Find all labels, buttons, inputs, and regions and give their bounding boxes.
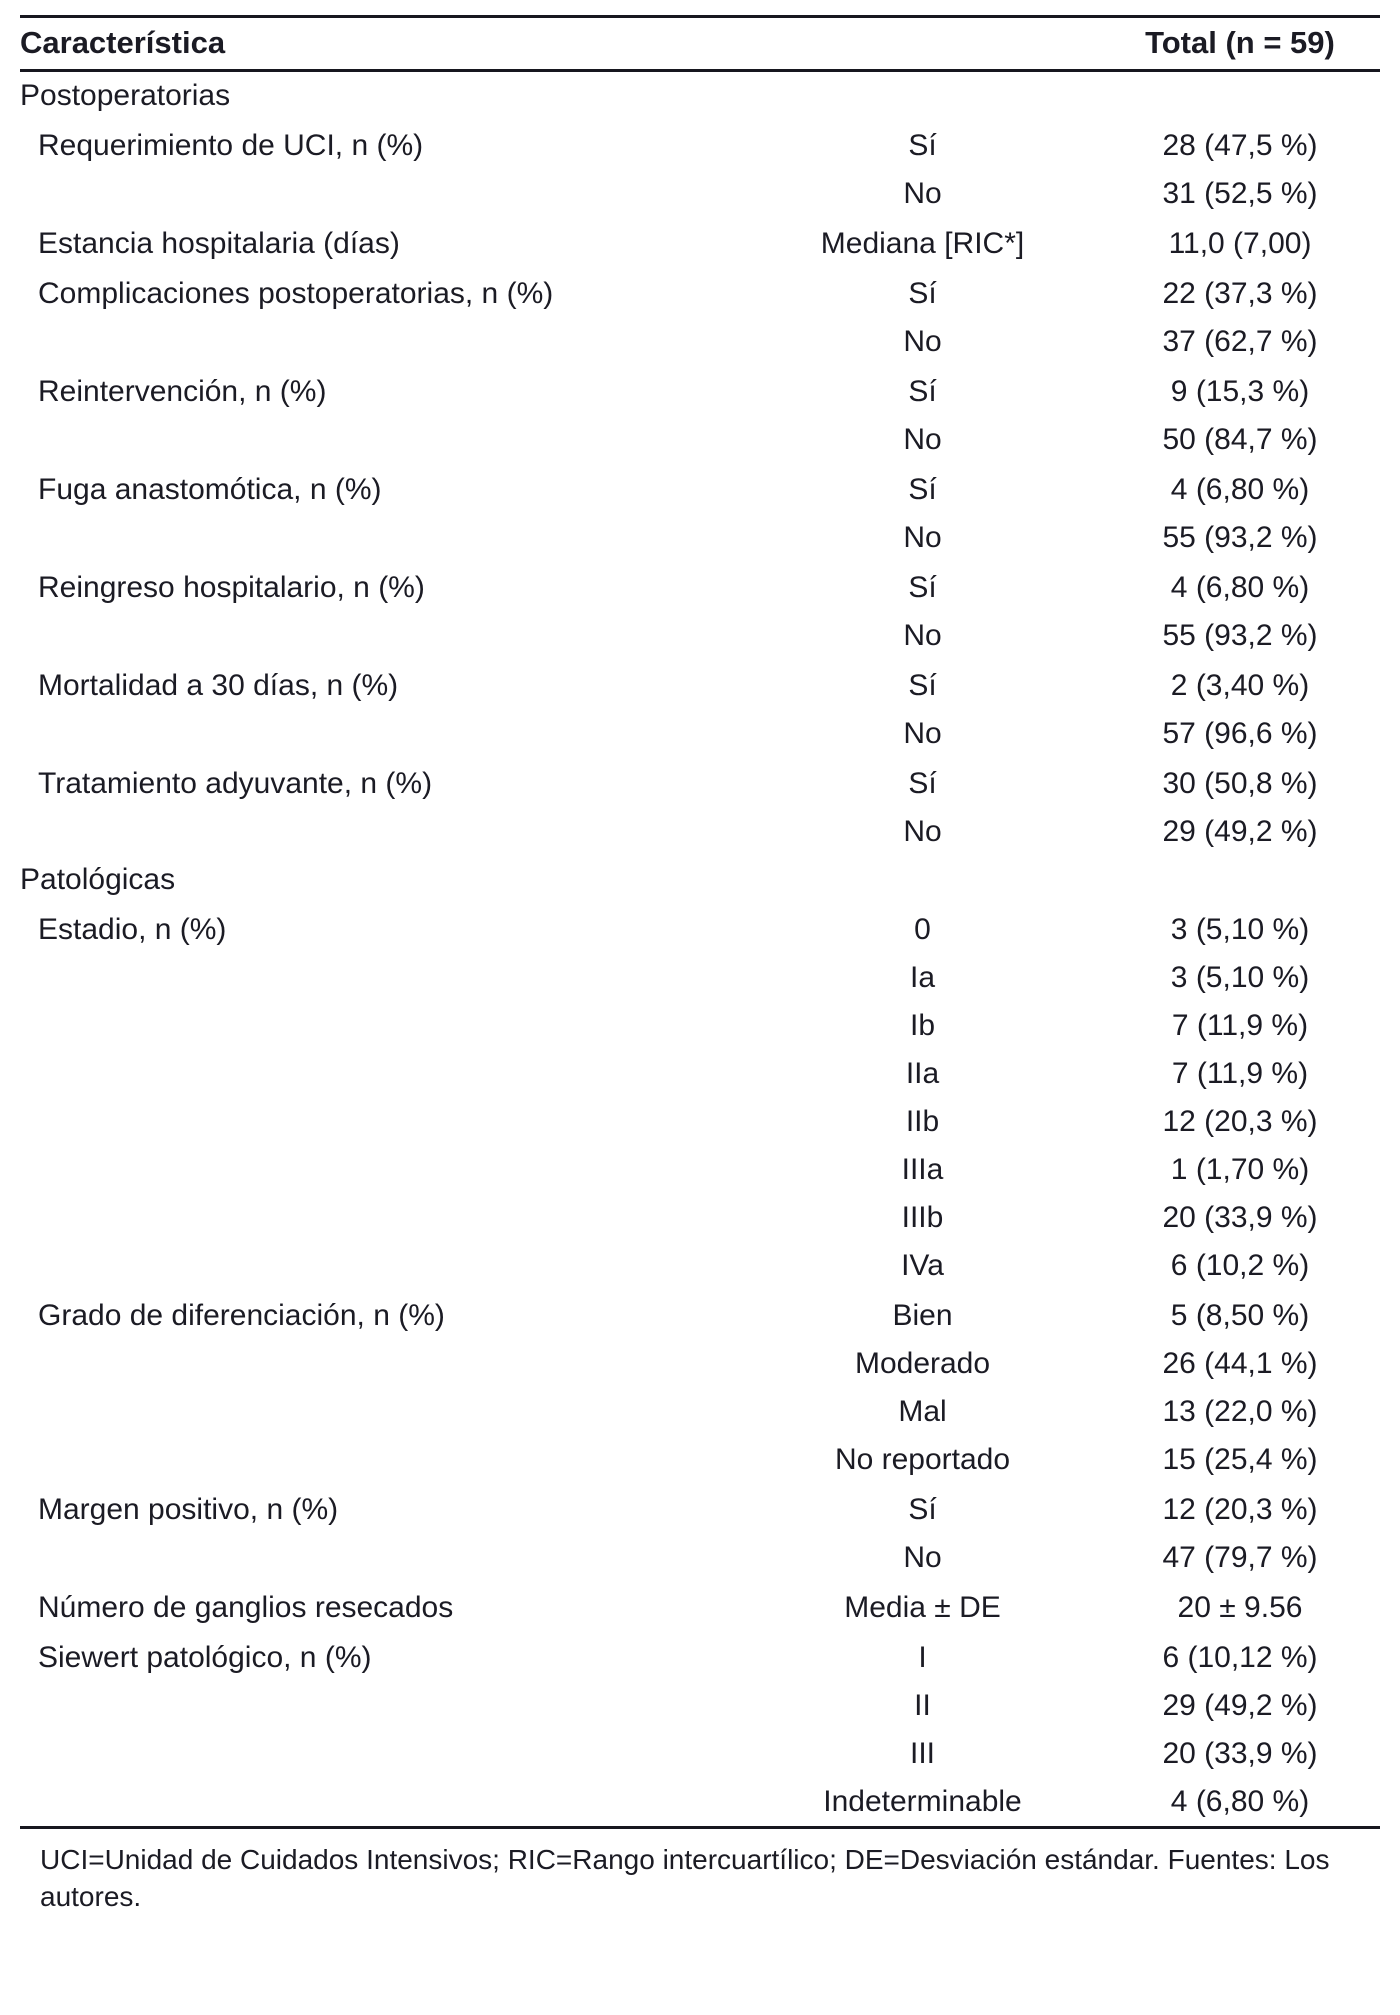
row-label: Número de ganglios resecados <box>38 1591 454 1624</box>
row-level: No <box>903 423 942 456</box>
row-level: Sí <box>908 473 937 506</box>
table-row <box>20 562 1380 612</box>
row-label: Siewert patológico, n (%) <box>38 1641 372 1674</box>
row-value: 47 (79,7 %) <box>1162 1541 1318 1574</box>
row-value: 20 (33,9 %) <box>1162 1201 1318 1234</box>
row-value: 4 (6,80 %) <box>1170 571 1310 604</box>
row-value: 6 (10,12 %) <box>1162 1641 1318 1674</box>
row-label <box>20 808 745 856</box>
row-value: 29 (49,2 %) <box>1162 1689 1318 1722</box>
row-value: 6 (10,2 %) <box>1170 1249 1310 1282</box>
row-value: 31 (52,5 %) <box>1162 177 1318 210</box>
row-value: 28 (47,5 %) <box>1162 129 1318 162</box>
section-title: Postoperatorias <box>20 79 231 112</box>
row-label <box>20 1002 745 1050</box>
table-row <box>20 660 1380 710</box>
row-level: Ib <box>909 1009 936 1042</box>
table-row <box>20 1582 1380 1632</box>
footnote-text: UCI=Unidad de Cuidados Intensivos; RIC=Rango intercuartílico; DE=Desviación estándar. Fuentes: Los autores. <box>40 1844 1330 1912</box>
row-value: 11,0 (7,00) <box>1168 227 1312 260</box>
table-row <box>20 1098 1380 1146</box>
row-value: 12 (20,3 %) <box>1162 1493 1318 1526</box>
row-label <box>20 1050 745 1098</box>
table-row <box>20 1242 1380 1290</box>
table-row <box>20 514 1380 562</box>
table-row <box>20 1778 1380 1828</box>
row-level: 0 <box>914 913 931 946</box>
table-row <box>20 1388 1380 1436</box>
row-value: 57 (96,6 %) <box>1162 717 1318 750</box>
row-value: 50 (84,7 %) <box>1162 423 1318 456</box>
row-value: 9 (15,3 %) <box>1170 375 1310 408</box>
table-row <box>20 758 1380 808</box>
row-label <box>20 710 745 758</box>
row-label <box>20 1436 745 1484</box>
table-row <box>20 1194 1380 1242</box>
table-row <box>20 1290 1380 1340</box>
row-value: 20 (33,9 %) <box>1162 1737 1318 1770</box>
row-level: No <box>903 1541 942 1574</box>
row-value: 55 (93,2 %) <box>1162 619 1318 652</box>
row-value: 15 (25,4 %) <box>1162 1443 1318 1476</box>
row-level: IIIb <box>901 1201 944 1234</box>
row-level: Sí <box>908 1493 937 1526</box>
table-row <box>20 318 1380 366</box>
table-header <box>20 17 1380 71</box>
row-label: Mortalidad a 30 días, n (%) <box>38 669 399 702</box>
row-label <box>20 1340 745 1388</box>
row-value: 22 (37,3 %) <box>1162 277 1318 310</box>
table-row <box>20 1050 1380 1098</box>
row-label: Grado de diferenciación, n (%) <box>38 1299 445 1332</box>
table-row <box>20 612 1380 660</box>
table-row <box>20 710 1380 758</box>
row-level: Sí <box>908 375 937 408</box>
row-value: 3 (5,10 %) <box>1170 913 1310 946</box>
row-label: Tratamiento adyuvante, n (%) <box>38 767 433 800</box>
table-row <box>20 268 1380 318</box>
row-level: No reportado <box>834 1443 1011 1476</box>
row-label <box>20 612 745 660</box>
table-row <box>20 1682 1380 1730</box>
row-label: Estadio, n (%) <box>38 913 227 946</box>
row-level: IIIa <box>901 1153 944 1186</box>
table-header-row <box>20 17 1380 71</box>
row-label: Fuga anastomótica, n (%) <box>38 473 382 506</box>
row-label: Reingreso hospitalario, n (%) <box>38 571 425 604</box>
row-label: Margen positivo, n (%) <box>38 1493 339 1526</box>
column-header-characteristic: Característica <box>20 25 226 60</box>
row-level: Sí <box>908 571 937 604</box>
row-level: Ia <box>909 961 936 994</box>
table-row <box>20 1534 1380 1582</box>
row-value: 12 (20,3 %) <box>1162 1105 1318 1138</box>
table-row <box>20 464 1380 514</box>
row-label: Complicaciones postoperatorias, n (%) <box>38 277 554 310</box>
row-value: 7 (11,9 %) <box>1171 1009 1309 1042</box>
table-row <box>20 1146 1380 1194</box>
row-level: Sí <box>908 767 937 800</box>
row-label <box>20 318 745 366</box>
row-level: No <box>903 177 942 210</box>
row-value: 29 (49,2 %) <box>1162 815 1318 848</box>
table-row <box>20 1484 1380 1534</box>
section-value-cell <box>1100 71 1380 121</box>
row-value: 26 (44,1 %) <box>1162 1347 1318 1380</box>
row-level: Mediana [RIC*] <box>820 227 1025 260</box>
row-level: Sí <box>908 669 937 702</box>
row-label <box>20 1098 745 1146</box>
characteristics-table <box>20 15 1380 1829</box>
row-level: IVa <box>901 1249 944 1282</box>
row-value: 2 (3,40 %) <box>1170 669 1310 702</box>
row-level: III <box>909 1737 935 1770</box>
row-label <box>20 170 745 218</box>
row-level: No <box>903 325 942 358</box>
table-row <box>20 954 1380 1002</box>
row-label <box>20 1730 745 1778</box>
row-level: Sí <box>908 277 937 310</box>
row-value: 55 (93,2 %) <box>1162 521 1318 554</box>
row-value: 37 (62,7 %) <box>1162 325 1318 358</box>
table-row <box>20 1730 1380 1778</box>
section-level-cell <box>745 856 1100 904</box>
column-header-total: Total (n = 59) <box>1145 25 1335 60</box>
table-section-row <box>20 71 1380 121</box>
table-row <box>20 1002 1380 1050</box>
row-label <box>20 1194 745 1242</box>
table-row <box>20 170 1380 218</box>
row-level: Mal <box>898 1395 947 1428</box>
row-label <box>20 1242 745 1290</box>
table-row <box>20 1632 1380 1682</box>
row-level: IIb <box>905 1105 940 1138</box>
row-value: 3 (5,10 %) <box>1170 961 1310 994</box>
row-value: 5 (8,50 %) <box>1170 1299 1310 1332</box>
section-title: Patológicas <box>20 863 176 896</box>
row-level: II <box>914 1689 931 1722</box>
row-label <box>20 1388 745 1436</box>
row-value: 13 (22,0 %) <box>1162 1395 1318 1428</box>
row-label: Reintervención, n (%) <box>38 375 327 408</box>
table-row <box>20 808 1380 856</box>
row-level: No <box>903 815 942 848</box>
row-level: Bien <box>892 1299 953 1332</box>
row-label <box>20 416 745 464</box>
row-value: 4 (6,80 %) <box>1170 473 1310 506</box>
table-row <box>20 366 1380 416</box>
row-label: Requerimiento de UCI, n (%) <box>38 129 424 162</box>
row-label <box>20 514 745 562</box>
table-body <box>20 71 1380 1828</box>
table-section-row <box>20 856 1380 904</box>
row-level: I <box>918 1641 927 1674</box>
row-label <box>20 1682 745 1730</box>
row-value: 7 (11,9 %) <box>1171 1057 1309 1090</box>
row-label: Estancia hospitalaria (días) <box>38 227 400 260</box>
table-row <box>20 120 1380 170</box>
row-label <box>20 1778 745 1828</box>
row-level: Indeterminable <box>823 1785 1022 1818</box>
table-row <box>20 904 1380 954</box>
row-label <box>20 1534 745 1582</box>
column-header-spacer <box>745 17 1100 71</box>
row-level: No <box>903 619 942 652</box>
table-row <box>20 1436 1380 1484</box>
section-level-cell <box>745 71 1100 121</box>
row-value: 4 (6,80 %) <box>1170 1785 1310 1818</box>
table-row <box>20 416 1380 464</box>
row-value: 20 ± 9.56 <box>1177 1591 1303 1624</box>
table-row <box>20 218 1380 268</box>
table-row <box>20 1340 1380 1388</box>
row-level: IIa <box>905 1057 940 1090</box>
row-label <box>20 1146 745 1194</box>
row-value: 30 (50,8 %) <box>1162 767 1318 800</box>
section-value-cell <box>1100 856 1380 904</box>
row-level: Media ± DE <box>844 1591 1001 1624</box>
table-footnote <box>20 1829 1380 1916</box>
row-level: No <box>903 717 942 750</box>
row-level: No <box>903 521 942 554</box>
row-level: Sí <box>908 129 937 162</box>
row-label <box>20 954 745 1002</box>
row-value: 1 (1,70 %) <box>1170 1153 1310 1186</box>
row-level: Moderado <box>854 1347 991 1380</box>
